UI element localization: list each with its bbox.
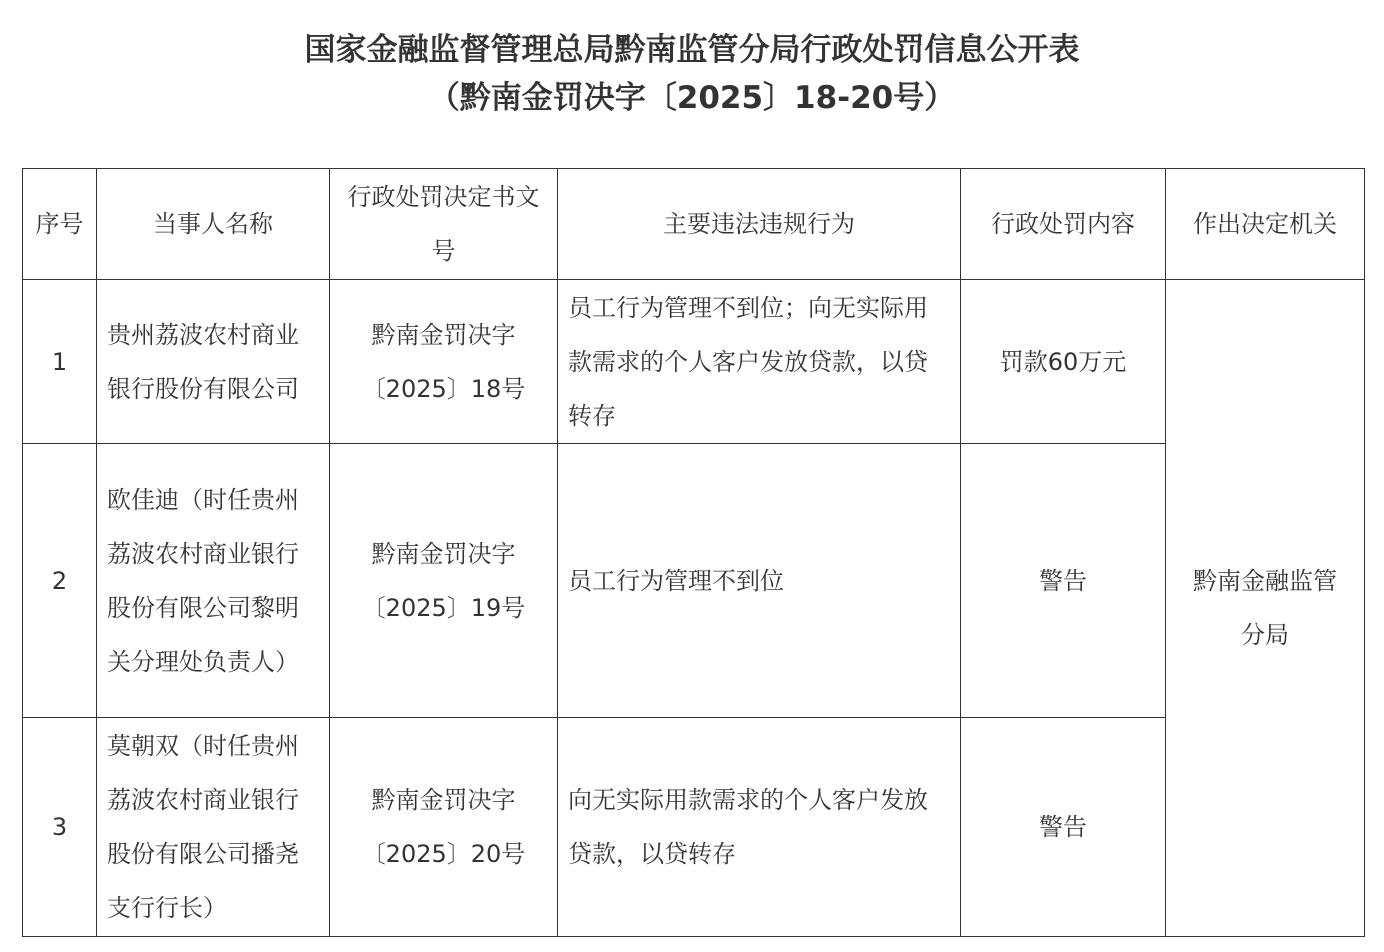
table-row	[23, 280, 1365, 444]
header-penalty: 行政处罚内容	[961, 169, 1166, 280]
row-doc-no: 黔南金罚决字〔2025〕18号	[330, 280, 558, 444]
header-party: 当事人名称	[97, 169, 330, 280]
row-party: 贵州荔波农村商业银行股份有限公司	[97, 280, 330, 444]
row-penalty: 警告	[961, 444, 1166, 718]
penalty-table	[22, 168, 1365, 937]
row-authority: 黔南金融监管分局	[1166, 280, 1365, 937]
table-row	[23, 718, 1365, 937]
row-index: 1	[23, 280, 97, 444]
row-violation: 员工行为管理不到位；向无实际用款需求的个人客户发放贷款，以贷转存	[558, 280, 961, 444]
table-row	[23, 444, 1365, 718]
row-violation: 向无实际用款需求的个人客户发放贷款，以贷转存	[558, 718, 961, 937]
title-doc-range: （黔南金罚决字〔2025〕18-20号）	[428, 80, 956, 116]
row-index: 2	[23, 444, 97, 718]
row-penalty: 罚款60万元	[961, 280, 1166, 444]
header-index: 序号	[23, 169, 97, 280]
document-title	[0, 26, 1384, 122]
row-penalty: 警告	[961, 718, 1166, 937]
row-doc-no: 黔南金罚决字〔2025〕20号	[330, 718, 558, 937]
title-main: 国家金融监督管理总局黔南监管分局行政处罚信息公开表	[304, 32, 1080, 68]
row-index: 3	[23, 718, 97, 937]
row-violation: 员工行为管理不到位	[558, 444, 961, 718]
row-doc-no: 黔南金罚决字〔2025〕19号	[330, 444, 558, 718]
table-header-row	[23, 169, 1365, 280]
header-violation: 主要违法违规行为	[558, 169, 961, 280]
row-party: 莫朝双（时任贵州荔波农村商业银行股份有限公司播尧支行行长）	[97, 718, 330, 937]
header-doc-no: 行政处罚决定书文号	[330, 169, 558, 280]
header-authority: 作出决定机关	[1166, 169, 1365, 280]
row-party: 欧佳迪（时任贵州荔波农村商业银行股份有限公司黎明关分理处负责人）	[97, 444, 330, 718]
